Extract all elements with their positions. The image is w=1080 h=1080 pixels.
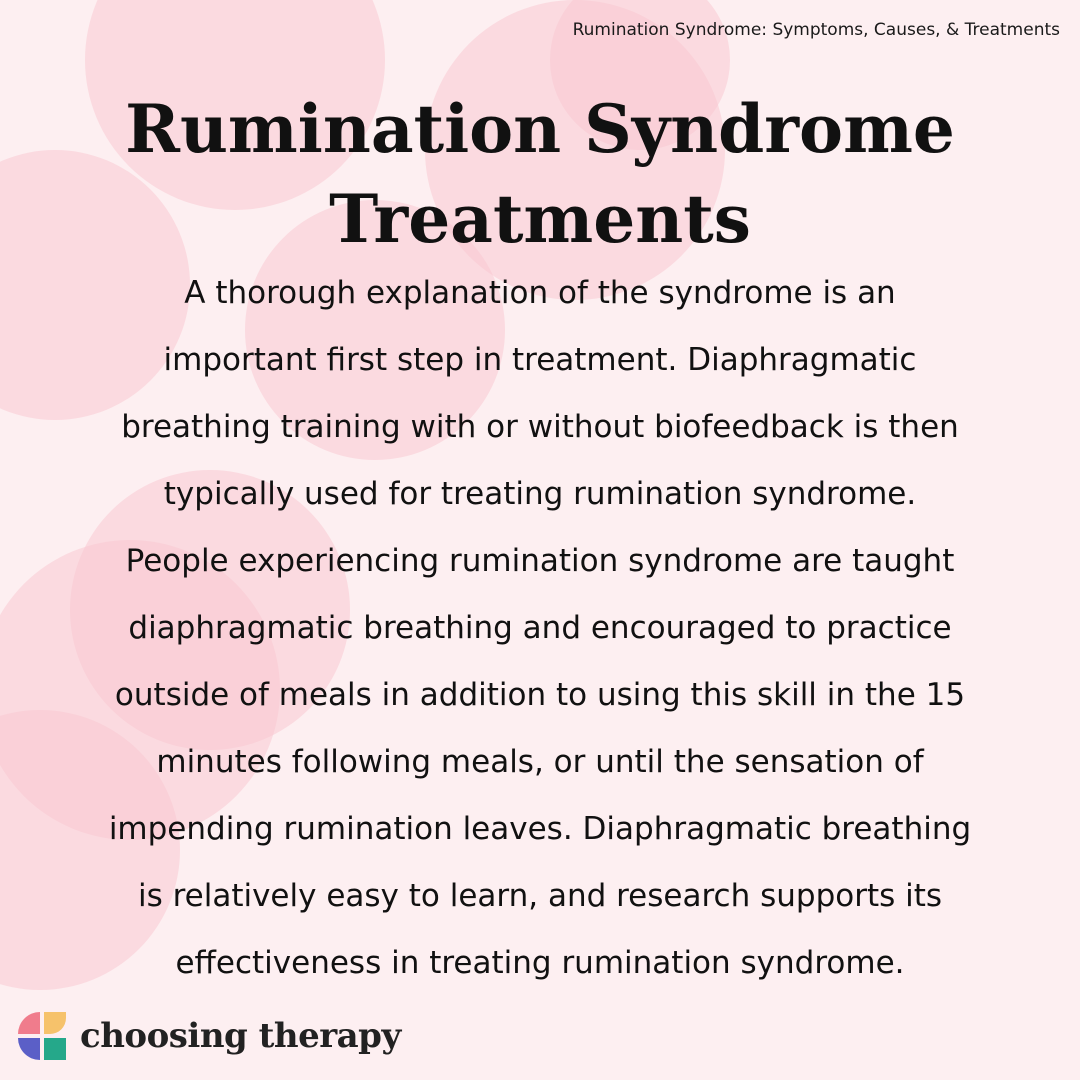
body-line: impending rumination leaves. Diaphragmatic breathing <box>108 811 972 847</box>
body-line: important first step in treatment. Diaphragmatic <box>163 342 917 378</box>
title-line: Rumination Syndrome <box>125 90 955 168</box>
body-line: outside of meals in addition to using this skill in the 15 <box>114 677 966 713</box>
brand-logo <box>14 1008 401 1064</box>
brand-name: choosing therapy <box>80 1016 401 1056</box>
body-line: diaphragmatic breathing and encouraged to practice <box>128 610 952 646</box>
body-line: People experiencing rumination syndrome are taught <box>125 543 955 579</box>
page-caption: Rumination Syndrome: Symptoms, Causes, & Treatments <box>572 20 1060 40</box>
body-line: minutes following meals, or until the sensation of <box>156 744 924 780</box>
body-line: typically used for treating rumination syndrome. <box>163 476 917 512</box>
body-line: breathing training with or without biofeedback is then <box>121 409 959 445</box>
page-title <box>0 84 1080 264</box>
body-line: effectiveness in treating rumination syndrome. <box>175 945 905 981</box>
body-paragraph <box>20 260 1060 997</box>
title-line: Treatments <box>329 180 751 258</box>
body-line: is relatively easy to learn, and research supports its <box>137 878 943 914</box>
body-line: A thorough explanation of the syndrome is an <box>184 275 896 311</box>
choosing-therapy-logo-icon <box>14 1008 70 1064</box>
